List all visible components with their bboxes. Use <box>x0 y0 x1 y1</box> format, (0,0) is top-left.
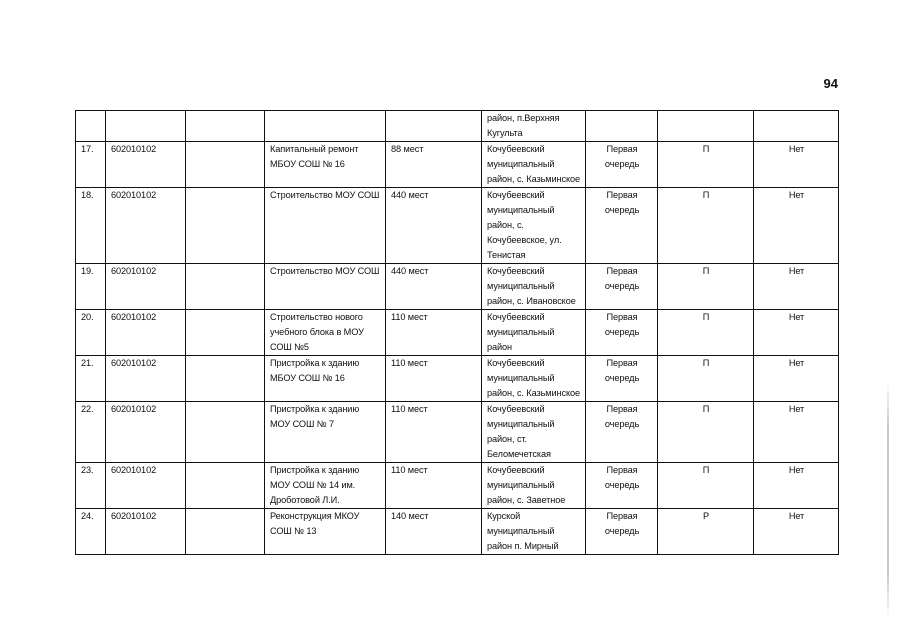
work-type-cell: П <box>658 142 754 188</box>
scan-edge-artifact <box>887 380 889 620</box>
row-number-cell: 20. <box>76 310 106 356</box>
capacity-cell: 110 мест <box>386 402 482 463</box>
capacity-cell: 110 мест <box>386 463 482 509</box>
capacity-cell: 440 мест <box>386 264 482 310</box>
location-cell: район, п.Верхняя Кугульта <box>482 111 586 142</box>
table-row <box>76 188 839 264</box>
location-cell: Кочубеевский муниципальный район <box>482 310 586 356</box>
code-cell <box>106 111 186 142</box>
empty-cell <box>186 509 265 555</box>
work-type-cell: Р <box>658 509 754 555</box>
flag-cell: Нет <box>754 142 839 188</box>
empty-cell <box>186 111 265 142</box>
row-number-cell: 23. <box>76 463 106 509</box>
object-name-cell: Пристройка к зданию МОУ СОШ № 14 им. Дроботовой Л.И. <box>265 463 386 509</box>
objects-table <box>75 110 839 555</box>
row-number-cell: 19. <box>76 264 106 310</box>
queue-cell: Первая очередь <box>586 188 658 264</box>
table-row <box>76 264 839 310</box>
table-row <box>76 310 839 356</box>
object-name-cell <box>265 111 386 142</box>
empty-cell <box>186 264 265 310</box>
work-type-cell: П <box>658 188 754 264</box>
code-cell: 602010102 <box>106 509 186 555</box>
object-name-cell: Строительство МОУ СОШ <box>265 188 386 264</box>
work-type-cell: П <box>658 402 754 463</box>
table-row <box>76 463 839 509</box>
queue-cell: Первая очередь <box>586 310 658 356</box>
location-cell: Кочубеевский муниципальный район, с. Ивановское <box>482 264 586 310</box>
object-name-cell: Строительство нового учебного блока в МОУ СОШ №5 <box>265 310 386 356</box>
table-row <box>76 509 839 555</box>
object-name-cell: Пристройка к зданию МБОУ СОШ № 16 <box>265 356 386 402</box>
object-name-cell: Пристройка к зданию МОУ СОШ № 7 <box>265 402 386 463</box>
flag-cell: Нет <box>754 402 839 463</box>
code-cell: 602010102 <box>106 188 186 264</box>
queue-cell: Первая очередь <box>586 264 658 310</box>
object-name-cell: Капитальный ремонт МБОУ СОШ № 16 <box>265 142 386 188</box>
empty-cell <box>186 356 265 402</box>
flag-cell: Нет <box>754 463 839 509</box>
work-type-cell: П <box>658 356 754 402</box>
flag-cell: Нет <box>754 188 839 264</box>
empty-cell <box>186 188 265 264</box>
table-row <box>76 356 839 402</box>
queue-cell: Первая очередь <box>586 402 658 463</box>
table-body <box>76 111 839 555</box>
capacity-cell: 440 мест <box>386 188 482 264</box>
queue-cell: Первая очередь <box>586 463 658 509</box>
table-row <box>76 142 839 188</box>
object-name-cell: Реконструкция МКОУ СОШ № 13 <box>265 509 386 555</box>
flag-cell: Нет <box>754 356 839 402</box>
queue-cell <box>586 111 658 142</box>
row-number-cell: 18. <box>76 188 106 264</box>
empty-cell <box>186 142 265 188</box>
empty-cell <box>186 402 265 463</box>
code-cell: 602010102 <box>106 264 186 310</box>
row-number-cell: 22. <box>76 402 106 463</box>
object-name-cell: Строительство МОУ СОШ <box>265 264 386 310</box>
capacity-cell: 110 мест <box>386 310 482 356</box>
row-number-cell <box>76 111 106 142</box>
page-number: 94 <box>823 76 838 91</box>
flag-cell: Нет <box>754 509 839 555</box>
code-cell: 602010102 <box>106 463 186 509</box>
empty-cell <box>186 463 265 509</box>
empty-cell <box>186 310 265 356</box>
row-number-cell: 21. <box>76 356 106 402</box>
table-row <box>76 111 839 142</box>
flag-cell: Нет <box>754 264 839 310</box>
row-number-cell: 24. <box>76 509 106 555</box>
location-cell: Кочубеевский муниципальный район, с. Кочубеевское, ул. Тенистая <box>482 188 586 264</box>
capacity-cell: 140 мест <box>386 509 482 555</box>
code-cell: 602010102 <box>106 356 186 402</box>
capacity-cell <box>386 111 482 142</box>
flag-cell: Нет <box>754 310 839 356</box>
location-cell: Кочубеевский муниципальный район, с. Казьминское <box>482 142 586 188</box>
row-number-cell: 17. <box>76 142 106 188</box>
queue-cell: Первая очередь <box>586 356 658 402</box>
location-cell: Кочубеевский муниципальный район, с. Казьминское <box>482 356 586 402</box>
work-type-cell <box>658 111 754 142</box>
capacity-cell: 88 мест <box>386 142 482 188</box>
code-cell: 602010102 <box>106 310 186 356</box>
work-type-cell: П <box>658 264 754 310</box>
location-cell: Курской муниципальный район п. Мирный <box>482 509 586 555</box>
flag-cell <box>754 111 839 142</box>
code-cell: 602010102 <box>106 142 186 188</box>
queue-cell: Первая очередь <box>586 142 658 188</box>
table-row <box>76 402 839 463</box>
location-cell: Кочубеевский муниципальный район, с. Заветное <box>482 463 586 509</box>
location-cell: Кочубеевский муниципальный район, ст. Беломечетская <box>482 402 586 463</box>
code-cell: 602010102 <box>106 402 186 463</box>
work-type-cell: П <box>658 310 754 356</box>
queue-cell: Первая очередь <box>586 509 658 555</box>
capacity-cell: 110 мест <box>386 356 482 402</box>
work-type-cell: П <box>658 463 754 509</box>
